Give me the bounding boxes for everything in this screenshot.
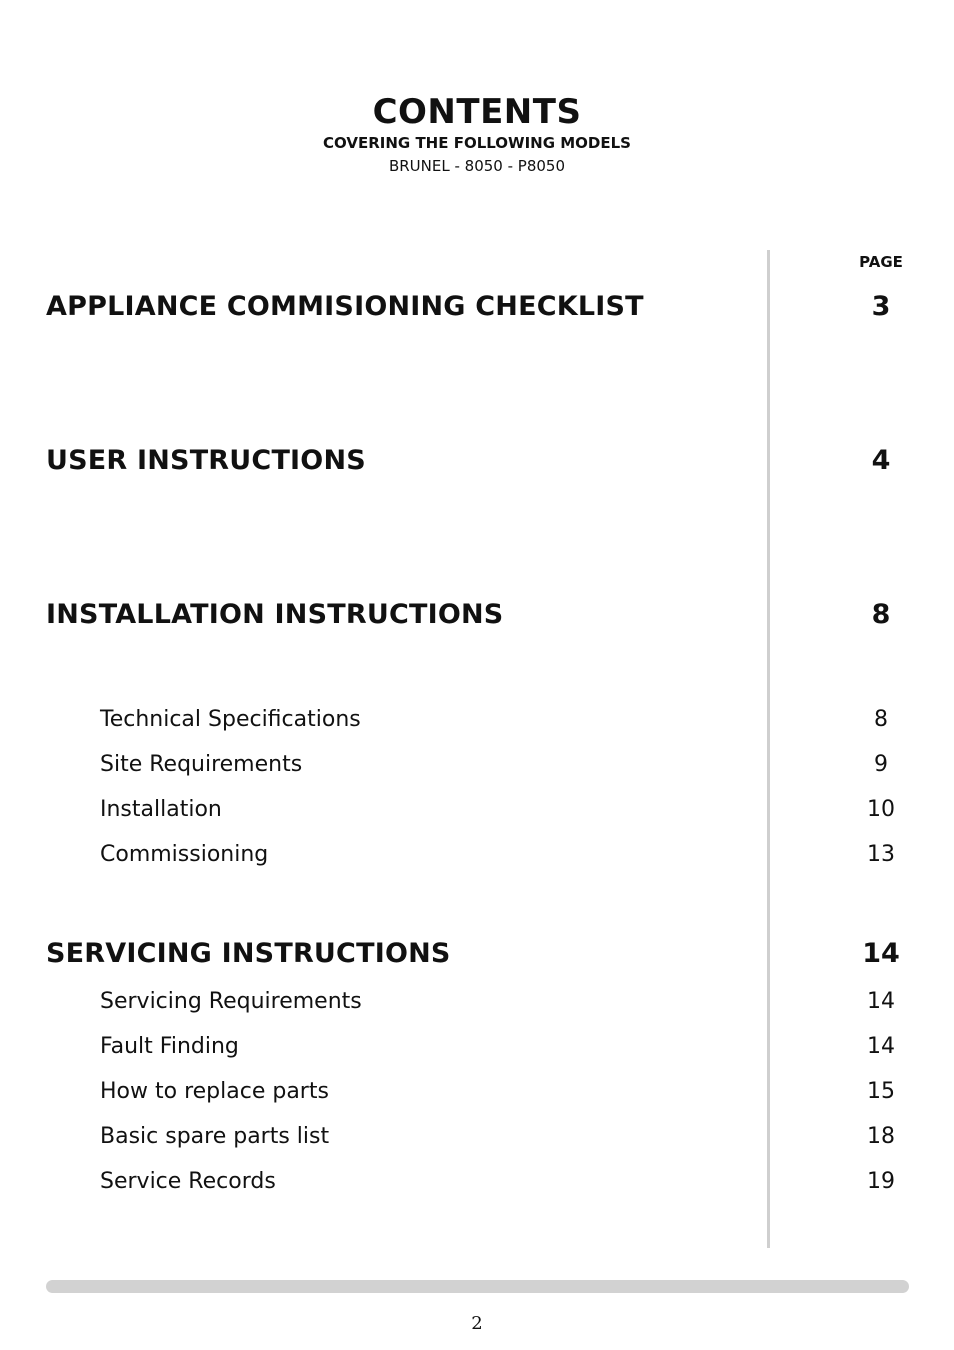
toc-subentry-page: 13 — [867, 842, 895, 867]
toc-subentry-page: 15 — [867, 1079, 895, 1104]
toc-subentry-service-records[interactable] — [0, 1169, 954, 1209]
toc-subentry-installation[interactable] — [0, 797, 954, 837]
toc-entry-commissioning-checklist[interactable] — [0, 291, 954, 331]
toc-entry-page: 4 — [871, 445, 891, 476]
page-column-label: PAGE — [859, 253, 903, 271]
toc-entry-label: INSTALLATION INSTRUCTIONS — [46, 599, 504, 630]
models-list: BRUNEL - 8050 - P8050 — [388, 157, 566, 175]
toc-subentry-page: 19 — [867, 1169, 895, 1194]
toc-subentry-label: Commissioning — [100, 842, 269, 867]
toc-subentry-label: How to replace parts — [100, 1079, 329, 1104]
toc-subentry-how-to-replace-parts[interactable] — [0, 1079, 954, 1119]
toc-subentry-page: 14 — [867, 1034, 895, 1059]
toc-subentry-label: Installation — [100, 797, 222, 822]
footer-bar — [46, 1280, 909, 1293]
toc-subentry-basic-spare-parts-list[interactable] — [0, 1124, 954, 1164]
models-subtitle: COVERING THE FOLLOWING MODELS — [323, 134, 631, 152]
toc-subentry-commissioning[interactable] — [0, 842, 954, 882]
toc-subentry-page: 18 — [867, 1124, 895, 1149]
toc-entry-page: 3 — [871, 291, 891, 322]
toc-subentry-servicing-requirements[interactable] — [0, 989, 954, 1029]
toc-entry-label: APPLIANCE COMMISIONING CHECKLIST — [46, 291, 644, 322]
page-title: CONTENTS — [372, 92, 582, 132]
toc-subentry-page: 9 — [874, 752, 888, 777]
toc-subentry-label: Servicing Requirements — [100, 989, 362, 1014]
page-number: 2 — [471, 1313, 483, 1334]
toc-subentry-technical-specifications[interactable] — [0, 707, 954, 747]
toc-subentry-label: Site Requirements — [100, 752, 303, 777]
toc-subentry-label: Fault Finding — [100, 1034, 239, 1059]
toc-entry-installation-instructions[interactable] — [0, 599, 954, 639]
toc-subentry-label: Technical Specifications — [100, 707, 361, 732]
toc-subentry-label: Basic spare parts list — [100, 1124, 330, 1149]
toc-entry-label: USER INSTRUCTIONS — [46, 445, 366, 476]
toc-entry-label: SERVICING INSTRUCTIONS — [46, 938, 451, 969]
toc-subentry-page: 14 — [867, 989, 895, 1014]
toc-subentry-fault-finding[interactable] — [0, 1034, 954, 1074]
toc-subentry-page: 10 — [867, 797, 895, 822]
toc-subentry-page: 8 — [874, 707, 888, 732]
toc-subentry-label: Service Records — [100, 1169, 276, 1194]
toc-entry-servicing-instructions[interactable] — [0, 938, 954, 978]
toc-entry-user-instructions[interactable] — [0, 445, 954, 485]
toc-subentry-site-requirements[interactable] — [0, 752, 954, 792]
toc-entry-page: 8 — [871, 599, 891, 630]
toc-entry-page: 14 — [862, 938, 900, 969]
